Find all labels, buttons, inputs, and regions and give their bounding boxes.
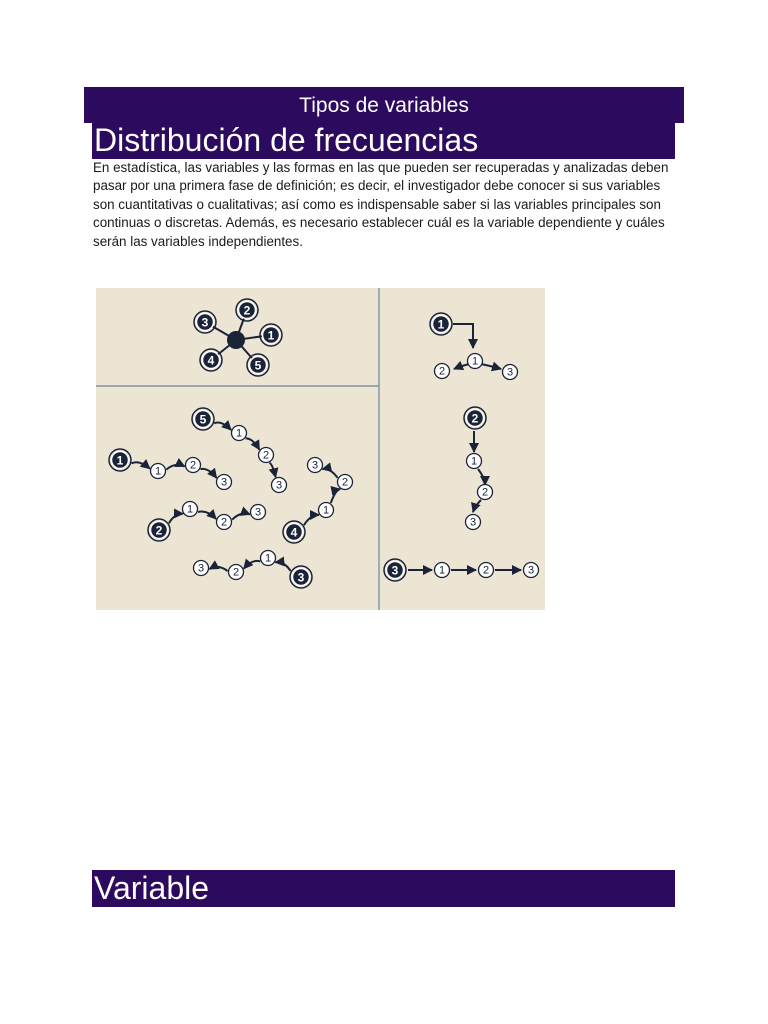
chain-step-2-label: 2 — [232, 566, 240, 579]
header-title: Tipos de variables — [299, 94, 469, 117]
chain-step-1-label: 1 — [264, 552, 272, 565]
right-step-2-label: 2 — [482, 564, 490, 577]
chain-step-2-label: 2 — [189, 459, 197, 472]
variables-diagram — [93, 288, 545, 610]
chain-step-1-label: 1 — [154, 465, 162, 478]
section-title-variable: Variable — [92, 870, 675, 907]
chain-step-2-label: 2 — [262, 449, 270, 462]
hub-node-3-label: 3 — [201, 315, 209, 330]
hub-node-4-label: 4 — [207, 353, 215, 368]
chain-step-2-label: 2 — [220, 516, 228, 529]
hub-node-2-label: 2 — [243, 303, 251, 318]
right-step-2-label: 2 — [481, 486, 489, 499]
right-start-2-label: 2 — [471, 411, 479, 426]
chain-step-3-label: 3 — [275, 479, 283, 492]
chain-step-1-label: 1 — [186, 503, 194, 516]
right-step-2-label: 2 — [438, 365, 446, 378]
right-step-3-label: 3 — [506, 366, 514, 379]
figure-background — [96, 288, 545, 610]
chain-start-3-label: 3 — [297, 570, 305, 585]
right-step-1-label: 1 — [470, 455, 478, 468]
right-step-1-label: 1 — [471, 355, 479, 368]
chain-step-1-label: 1 — [235, 427, 243, 440]
hub-node-5-label: 5 — [254, 358, 262, 373]
chain-start-5-label: 5 — [199, 412, 207, 427]
right-start-1-label: 1 — [437, 317, 445, 332]
chain-start-4-label: 4 — [290, 525, 298, 540]
hub-node-1-label: 1 — [267, 328, 275, 343]
right-step-3-label: 3 — [527, 564, 535, 577]
chain-start-2-label: 2 — [155, 523, 163, 538]
section-title-frecuencias: Distribución de frecuencias — [92, 122, 675, 159]
right-step-1-label: 1 — [438, 564, 446, 577]
chain-step-3-label: 3 — [254, 506, 262, 519]
chain-start-1-label: 1 — [116, 453, 124, 468]
chain-step-1-label: 1 — [322, 504, 330, 517]
right-start-3-label: 3 — [391, 563, 399, 578]
chain-step-3-label: 3 — [197, 562, 205, 575]
chain-step-2-label: 2 — [341, 476, 349, 489]
chain-step-3-label: 3 — [311, 459, 319, 472]
intro-paragraph: En estadística, las variables y las formas en las que pueden ser recuperadas y analizadas deben pasar por una primera fase de definición; es decir, el investigador debe conocer si sus variables son cuantitativas o cualitativas; así como es indispensable saber si las variables principales son continuas o discretas. Además, es necesario establecer cuál es la variable dependiente y cuáles serán las variables independientes. — [93, 160, 669, 249]
right-step-3-label: 3 — [469, 516, 477, 529]
chain-step-3-label: 3 — [220, 476, 228, 489]
hub-node — [227, 331, 245, 349]
